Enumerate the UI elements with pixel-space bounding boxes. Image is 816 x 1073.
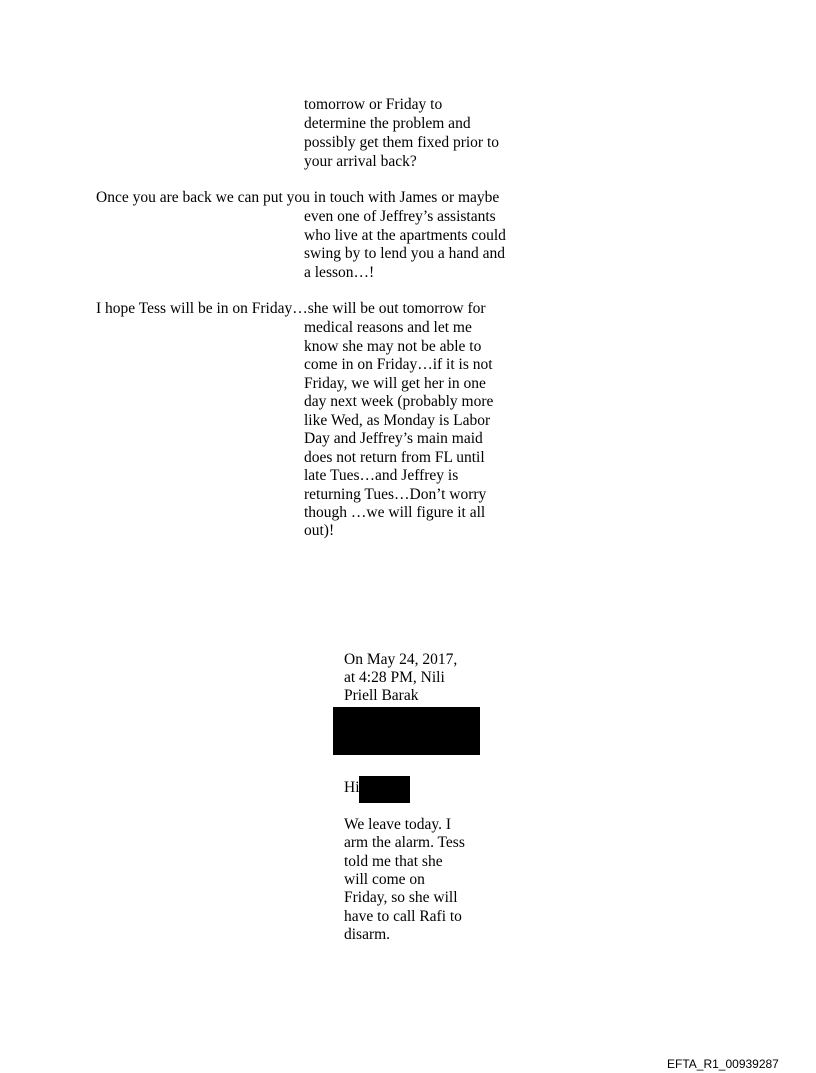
text-line: On May 24, 2017,	[344, 651, 458, 668]
greeting-text: Hi	[344, 779, 360, 796]
text-line: determine the problem and	[304, 115, 471, 132]
text-line: your arrival back?	[304, 153, 417, 170]
text-line: I hope Tess will be in on Friday…she will be out tomorrow for	[96, 300, 486, 317]
text-line: who live at the apartments could	[304, 227, 506, 244]
text-line: possibly get them fixed prior to	[304, 134, 500, 151]
text-line: Priell Barak	[344, 687, 419, 704]
text-line: though …we will figure it all	[304, 504, 486, 521]
text-line: returning Tues…Don’t worry	[304, 486, 487, 503]
text-line: day next week (probably more	[304, 393, 494, 410]
text-line: told me that she	[344, 853, 443, 870]
text-line: like Wed, as Monday is Labor	[304, 412, 491, 429]
text-line: swing by to lend you a hand and	[304, 245, 506, 262]
text-line: have to call Rafi to	[344, 908, 462, 925]
redaction-block	[333, 707, 480, 755]
text-line: out)!	[304, 522, 335, 539]
text-line: Once you are back we can put you in touch with James or maybe	[96, 189, 500, 206]
document-id: EFTA_R1_00939287	[667, 1057, 779, 1071]
text-line: Friday, we will get her in one	[304, 375, 486, 392]
text-line: We leave today. I	[344, 816, 452, 833]
text-line: arm the alarm. Tess	[344, 834, 465, 851]
text-line: late Tues…and Jeffrey is	[304, 467, 459, 484]
text-line: know she may not be able to	[304, 338, 482, 355]
text-line: medical reasons and let me	[304, 319, 472, 336]
text-line: tomorrow or Friday to	[304, 96, 443, 113]
text-line: Day and Jeffrey’s main maid	[304, 430, 483, 447]
text-line: will come on	[344, 871, 425, 888]
text-line: at 4:28 PM, Nili	[344, 669, 445, 686]
text-line: disarm.	[344, 926, 391, 943]
redaction-block	[359, 776, 410, 803]
text-line: come in on Friday…if it is not	[304, 356, 493, 373]
text-line: a lesson…!	[304, 264, 375, 281]
text-line: does not return from FL until	[304, 449, 485, 466]
text-line: even one of Jeffrey’s assistants	[304, 208, 496, 225]
text-line: Friday, so she will	[344, 889, 458, 906]
